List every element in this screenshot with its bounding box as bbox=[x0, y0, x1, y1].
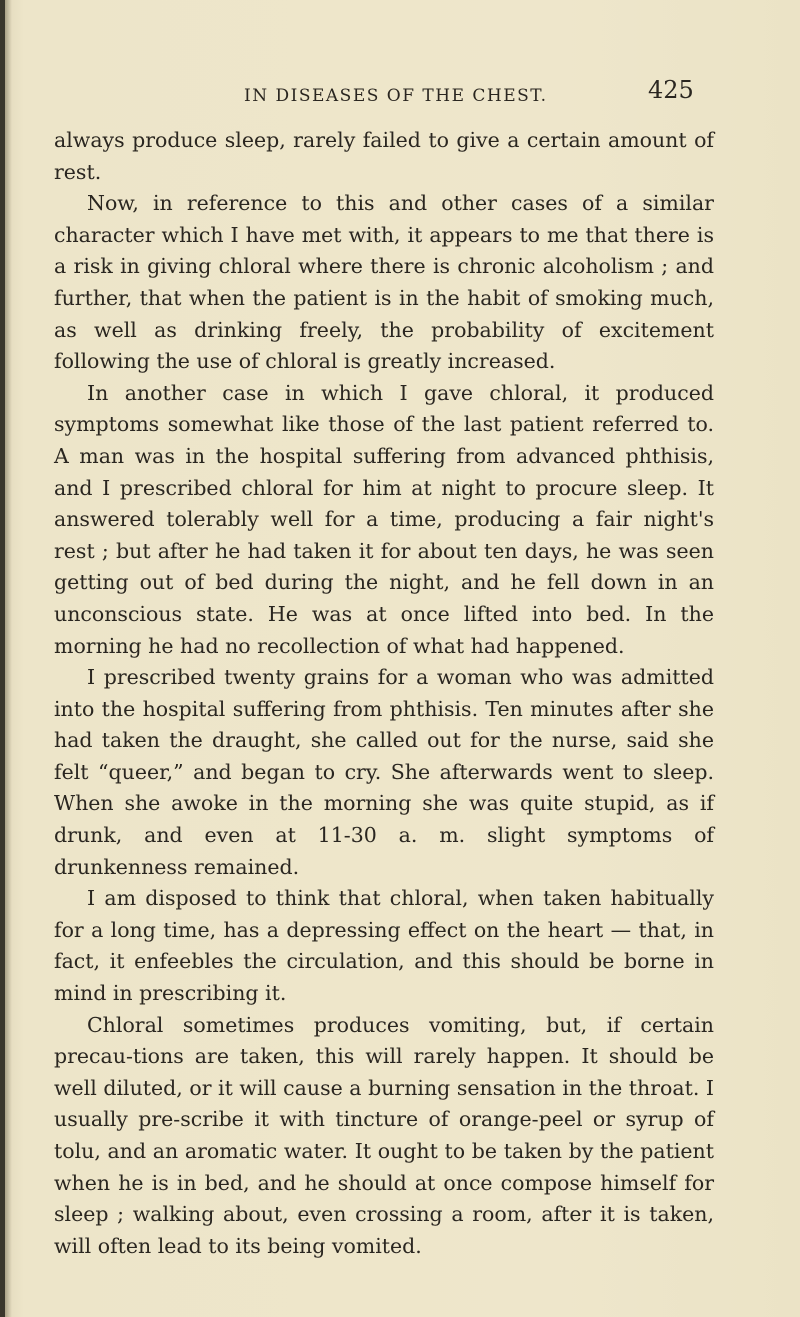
paragraph-woman-case: I prescribed twenty grains for a woman who was admitted into the hospital suffering from phthisis. Ten minutes after she had taken the draught, she called out for the nurse, said she felt “queer,” and began to cry. She afterwards went to sleep. When she awoke in the morning she was quite stupid, as if drunk, and even at 11-30 a. m. slight symptoms of drunkenness remained. bbox=[54, 665, 714, 879]
paragraph-heart-effect: I am disposed to think that chloral, when taken habitually for a long time, has a depressing effect on the heart — that, in fact, it enfeebles the circulation, and this should be borne in mind in prescribing it. bbox=[54, 886, 714, 1006]
body-text bbox=[54, 125, 714, 1262]
paragraph-vomiting-precautions: Chloral sometimes produces vomiting, but, if certain precau-tions are taken, this will rarely happen. It should be well diluted, or it will cause a burning sensation in the throat. I usually pre-scribe it with tincture of orange-peel or syrup of tolu, and an aromatic water. It ought to be taken by the patient when he is in bed, and he should at once compose himself for sleep ; walking about, even crossing a room, after it is taken, will often lead to its being vomited. bbox=[54, 1012, 714, 1258]
gutter-shadow bbox=[5, 0, 12, 1317]
running-head: IN DISEASES OF THE CHEST. bbox=[244, 86, 548, 106]
paragraph-continuation: always produce sleep, rarely failed to give a certain amount of rest. bbox=[54, 128, 714, 184]
paragraph-phthisis-man-case: In another case in which I gave chloral, it produced symptoms somewhat like those of the last patient referred to. A man was in the hospital suffering from advanced phthisis, and I prescribed chloral for him at night to procure sleep. It answered tolerably well for a time, producing a fair night's rest ; but after he had taken it for about ten days, he was seen getting out of bed during the night, and he fell down in an unconscious state. He was at once lifted into bed. In the morning he had no recollection of what had happened. bbox=[54, 380, 714, 658]
paragraph-alcoholism-risk: Now, in reference to this and other cases of a similar character which I have met with, it appears to me that there is a risk in giving chloral where there is chronic alcoholism ; and further, that when the patient is in the habit of smoking much, as well as drinking freely, the probability of excitement following the use of chloral is greatly increased. bbox=[54, 191, 714, 374]
page-number: 425 bbox=[648, 76, 694, 104]
